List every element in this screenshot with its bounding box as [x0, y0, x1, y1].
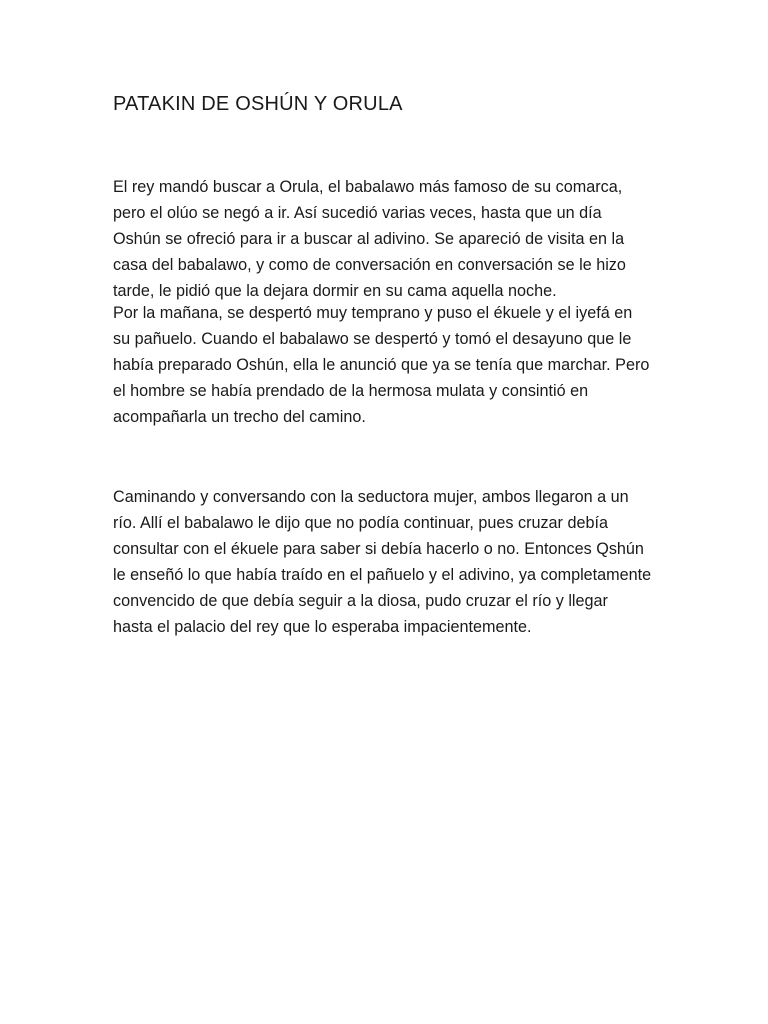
paragraph-line: casa del babalawo, y como de conversación en conversación se le hizo — [113, 256, 626, 274]
paragraph-line: acompañarla un trecho del camino. — [113, 408, 366, 426]
paragraph-line: le enseñó lo que había traído en el pañuelo y el adivino, ya completamente — [113, 566, 652, 584]
paragraph-line: El rey mandó buscar a Orula, el babalawo más famoso de su comarca, — [113, 178, 623, 196]
paragraph-line: río. Allí el babalawo le dijo que no podía continuar, pues cruzar debía — [113, 514, 608, 532]
paragraph-line: convencido de que debía seguir a la diosa, pudo cruzar el río y llegar — [113, 592, 608, 610]
paragraph-line: pero el olúo se negó a ir. Así sucedió varias veces, hasta que un día — [113, 204, 602, 222]
paragraph-3 — [113, 484, 651, 640]
paragraph-line: tarde, le pidió que la dejara dormir en su cama aquella noche. — [113, 282, 557, 300]
paragraph-line: el hombre se había prendado de la hermosa mulata y consintió en — [113, 382, 589, 400]
paragraph-2 — [113, 300, 649, 430]
paragraph-line: Por la mañana, se despertó muy temprano y puso el ékuele y el iyefá en — [113, 304, 633, 322]
paragraph-1 — [113, 174, 626, 304]
paragraph-line: consultar con el ékuele para saber si debía hacerlo o no. Entonces Qshún — [113, 540, 644, 558]
paragraph-line: Caminando y conversando con la seductora mujer, ambos llegaron a un — [113, 488, 629, 506]
paragraph-line: su pañuelo. Cuando el babalawo se despertó y tomó el desayuno que le — [113, 330, 632, 348]
paragraph-line: Oshún se ofreció para ir a buscar al adivino. Se apareció de visita en la — [113, 230, 625, 248]
paragraph-line: había preparado Oshún, ella le anunció que ya se tenía que marchar. Pero — [113, 356, 650, 374]
document-title: PATAKIN DE OSHÚN Y ORULA — [113, 93, 403, 115]
paragraph-line: hasta el palacio del rey que lo esperaba impacientemente. — [113, 618, 532, 636]
